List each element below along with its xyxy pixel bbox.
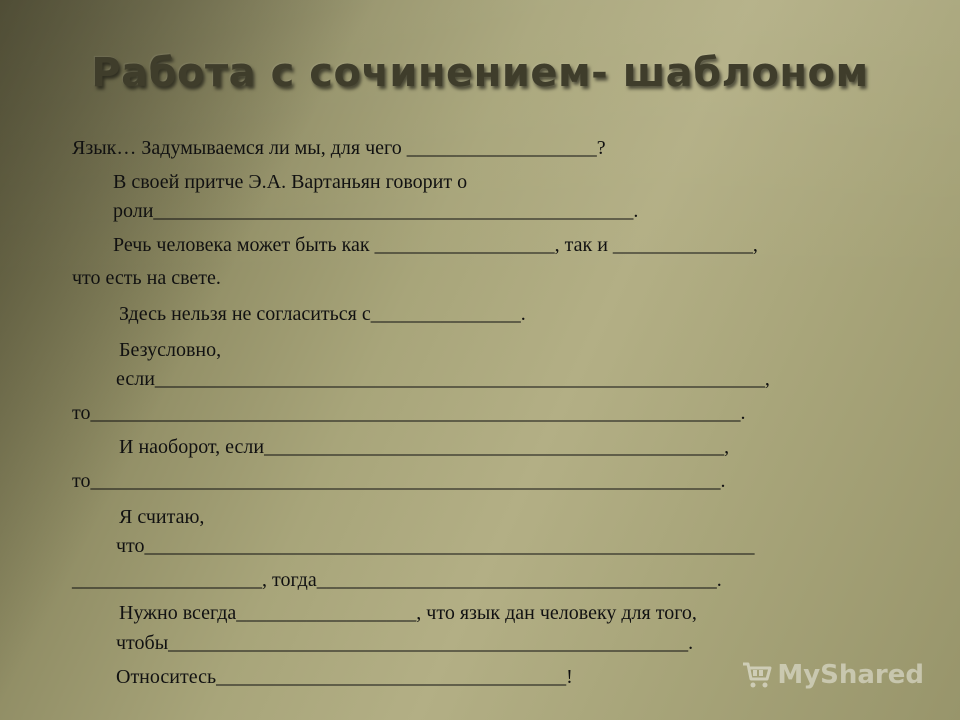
text-line-6: Здесь нельзя не согласиться с_______________. xyxy=(119,303,526,325)
text-line-9: то_________________________________________________________________. xyxy=(72,402,746,424)
text-line-8: если_____________________________________________________________, xyxy=(116,368,770,390)
text-line-15: Нужно всегда__________________, что язык дан человеку для того, xyxy=(119,602,697,624)
text-line-16: чтобы____________________________________________________. xyxy=(116,632,694,654)
watermark-text: MyShared xyxy=(777,660,924,690)
text-line-4: Речь человека может быть как __________________, так и ______________, xyxy=(113,234,758,256)
text-line-11: то_______________________________________________________________. xyxy=(72,470,726,492)
text-line-7: Безусловно, xyxy=(119,339,222,361)
text-line-3: роли________________________________________________. xyxy=(113,200,639,222)
text-line-14: ___________________, тогда________________________________________. xyxy=(72,569,722,591)
text-line-2: В своей притче Э.А. Вартаньян говорит о xyxy=(113,171,468,193)
watermark xyxy=(741,660,924,690)
shopping-cart-icon xyxy=(741,660,773,690)
text-line-12: Я считаю, xyxy=(119,506,205,528)
text-line-5: что есть на свете. xyxy=(72,267,221,289)
text-line-10: И наоборот, если______________________________________________, xyxy=(119,436,730,458)
text-line-17: Относитесь___________________________________! xyxy=(116,666,573,688)
text-line-13: что_____________________________________________________________ xyxy=(116,535,755,557)
text-line-1: Язык… Задумываемся ли мы, для чего ___________________? xyxy=(72,137,606,159)
slide-title: Работа с сочинением- шаблоном xyxy=(91,50,869,96)
